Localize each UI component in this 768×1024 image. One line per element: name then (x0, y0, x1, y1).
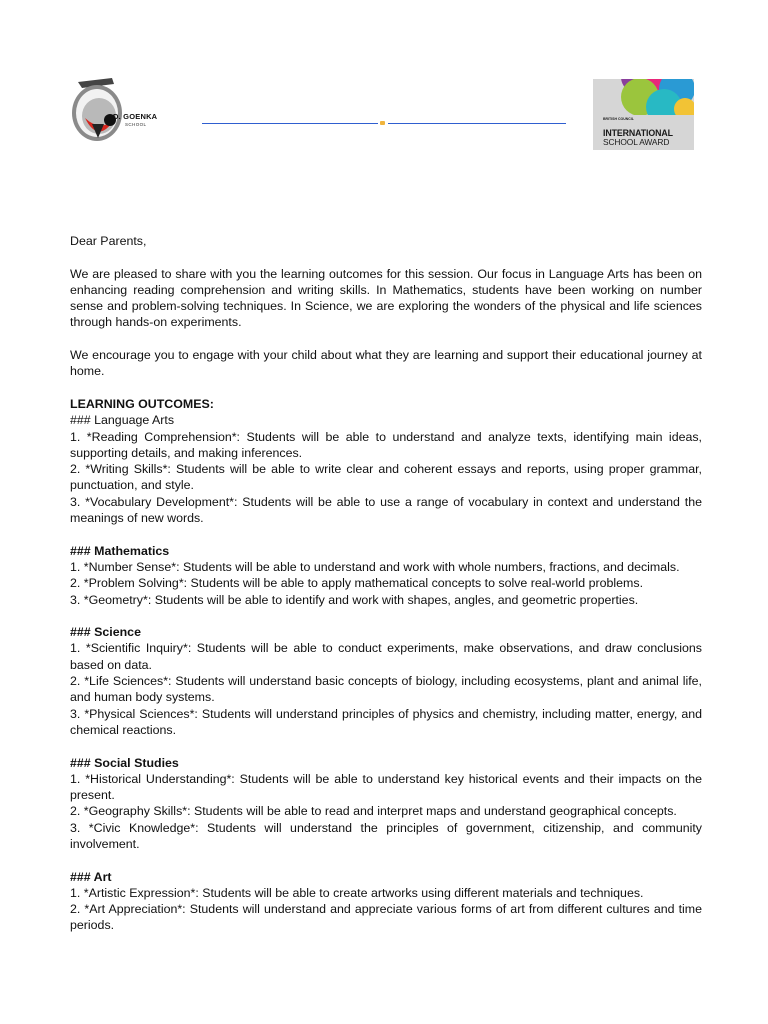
section-heading-text: Science (94, 625, 141, 640)
letterhead (0, 0, 768, 170)
outcome-item: 1. *Scientific Inquiry*: Students will be able to conduct experiments, make observations, and draw conclusions based on data. (70, 641, 702, 672)
school-logo-text: D. GOENKA (113, 112, 158, 121)
school-logo-subtext: SCHOOL (125, 122, 147, 127)
section-heading-text: Art (93, 869, 112, 884)
outcome-item: 2. *Life Sciences*: Students will understand basic concepts of biology, including ecosystems, plant and animal life, and human body systems. (70, 674, 702, 705)
header-rule-dot (380, 121, 385, 125)
outcome-item: 1. *Historical Understanding*: Students will be able to understand key historical events and their impacts on the present. (70, 771, 702, 803)
section-heading-prefix: ### (70, 413, 95, 428)
section-heading-text: Language Arts (94, 413, 175, 428)
outcome-item: 3. *Physical Sciences*: Students will understand principles of physics and chemistry, including matter, energy, and chemical reactions. (70, 706, 702, 737)
international-school-award-logo (593, 79, 694, 150)
outcome-item: 2. *Problem Solving*: Students will be able to apply mathematical concepts to solve real-world problems. (70, 576, 644, 591)
outcome-item: 1. *Artistic Expression*: Students will be able to create artworks using different materials and techniques. (70, 885, 644, 900)
outcome-item: 3. *Civic Knowledge*: Students will understand the principles of government, citizenship, and community involvement. (70, 820, 702, 851)
outcome-item: 2. *Geography Skills*: Students will be able to read and interpret maps and understand geographical concepts. (70, 804, 677, 819)
award-council-text: BRITISH COUNCIL (603, 117, 634, 121)
section-heading (70, 624, 702, 640)
outcome-item: 3. *Vocabulary Development*: Students will be able to use a range of vocabulary in context and understand the meanings of new words. (70, 494, 702, 526)
section-heading-prefix: ### (70, 869, 94, 884)
outcome-item: 2. *Art Appreciation*: Students will understand and appreciate various forms of art from different cultures and time periods. (70, 902, 702, 933)
section-heading (70, 543, 702, 559)
section-heading (70, 755, 702, 771)
section-heading (70, 869, 702, 885)
letter-body (70, 233, 702, 934)
section-heading-prefix: ### (70, 543, 95, 558)
award-title-line1: INTERNATIONAL (603, 128, 673, 138)
section-heading-prefix: ### (70, 625, 95, 640)
section-heading-text: Social Studies (94, 755, 179, 770)
header-rule-right (388, 123, 566, 124)
outcome-item: 2. *Writing Skills*: Students will be able to write clear and coherent essays and reports, using proper grammar, punctuation, and style. (70, 462, 702, 493)
salutation: Dear Parents, (70, 234, 147, 248)
section-heading (70, 412, 702, 428)
section-heading-prefix: ### (70, 755, 95, 770)
header-rule-left (202, 123, 378, 124)
award-title-line2: SCHOOL AWARD (603, 137, 670, 147)
outcome-item: 3. *Geometry*: Students will be able to identify and work with shapes, angles, and geometric properties. (70, 592, 639, 607)
outcome-item: 1. *Reading Comprehension*: Students will be able to understand and analyze texts, identifying main ideas, supporting details, and making inferences. (70, 429, 702, 460)
outcomes-heading: LEARNING OUTCOMES: (70, 396, 214, 411)
section-heading-text: Mathematics (94, 543, 170, 558)
intro-paragraph: We encourage you to engage with your child about what they are learning and support their educational journey at home. (70, 348, 702, 379)
outcome-item: 1. *Number Sense*: Students will be able to understand and work with whole numbers, fractions, and decimals. (70, 559, 680, 574)
school-logo (70, 78, 170, 144)
intro-paragraph: We are pleased to share with you the learning outcomes for this session. Our focus in Language Arts has been on enhancing reading comprehension and writing skills. In Mathematics, students have been working on number sense and problem-solving techniques. In Science, we are exploring the wonders of the physical and life sciences through hands-on experiments. (70, 266, 702, 330)
